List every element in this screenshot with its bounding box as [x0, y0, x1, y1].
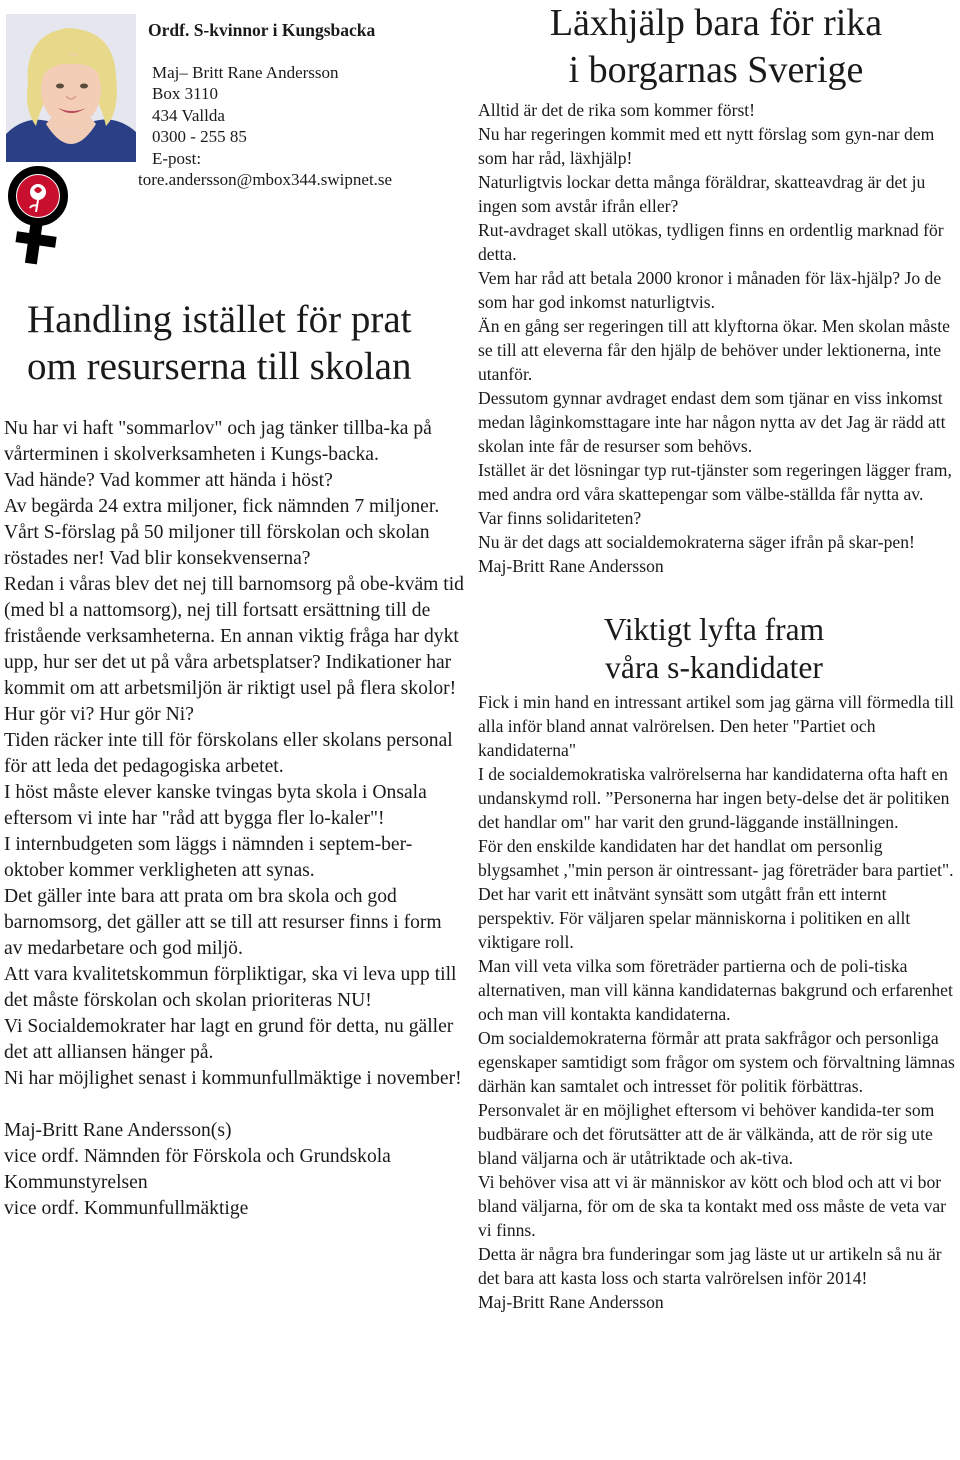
signature-line: Kommunstyrelsen	[4, 1172, 148, 1193]
paragraph: Vi behöver visa att vi är människor av kött och blod och att vi bor bland väljarna, för om de ska ta kontakt med oss måste de veta var vi finns.	[478, 1172, 947, 1240]
paragraph: I internbudgeten som läggs i nämnden i septem-ber-oktober kommer verkligheten att synas.	[4, 834, 413, 881]
right-article-1-title	[472, 0, 960, 94]
paragraph: I höst måste elever kanske tvingas byta skola i Onsala eftersom vi inte har "råd att bygga fler lo-kaler"!	[4, 782, 427, 829]
paragraph: Nu är det dags att socialdemokraterna säger ifrån på skar-pen!	[478, 532, 915, 552]
paragraph: Tiden räcker inte till för förskolans eller skolans personal för att leda det pedagogiska arbetet.	[4, 730, 453, 777]
paragraph: Rut-avdraget skall utökas, tydligen finns en ordentlig marknad för detta.	[478, 220, 944, 264]
contact-email: tore.andersson@mbox344.swipnet.se	[138, 170, 393, 189]
right-title-2-line-1: Viktigt lyfta fram	[603, 612, 825, 647]
paragraph: Av begärda 24 extra miljoner, fick nämnden 7 miljoner.	[4, 496, 440, 517]
paragraph: Att vara kvalitetskommun förpliktigar, ska vi leva upp till det måste förskolan och skolan prioriteras NU!	[4, 964, 457, 1011]
organization-title: Ordf. S-kvinnor i Kungsbacka	[148, 20, 376, 40]
paragraph: Redan i våras blev det nej till barnomsorg på obe-kväm tid (med bl a nattomsorg), nej till fortsatt ersättning till de fristående verksamheterna. En annan viktig fråga har dykt upp, hur ser det ut på våra arbetsplatser? Indikationer har kommit om att arbetsmiljön är riktigt usel på flera skolor! Hur gör vi? Hur gör Ni?	[4, 574, 464, 725]
paragraph: Man vill veta vilka som företräder partierna och de poli-tiska alternativen, man vill känna kandidaternas bakgrund och erfarenhet och man vill kontakta kandidaterna.	[478, 956, 953, 1024]
right-title-1-line-2: i borgarnas Sverige	[568, 49, 864, 91]
left-title-line-1: Handling istället för prat	[27, 298, 412, 341]
portrait-photo	[6, 14, 136, 162]
paragraph: Om socialdemokraterna förmår att prata sakfrågor och personliga egenskaper samtidigt som frågor om system och förvaltning lämnas därhän kan samtalet och intresset för politik förbättras.	[478, 1028, 955, 1096]
paragraph: Nu har regeringen kommit med ett nytt förslag som gyn-nar dem som har råd, läxhjälp!	[478, 124, 935, 168]
paragraph: Ni har möjlighet senast i kommunfullmäktige i november!	[4, 1068, 462, 1089]
signature-line: vice ordf. Nämnden för Förskola och Grundskola	[4, 1146, 391, 1167]
left-article-body	[4, 416, 464, 1222]
right-article-2-body	[478, 690, 960, 1314]
contact-phone: 0300 - 255 85	[152, 127, 247, 146]
paragraph: För den enskilde kandidaten har det handlat om personlig blygsamhet ,"min person är ointressant- jag företräder bara partiet".	[478, 836, 954, 880]
right-article-2-title	[468, 611, 960, 687]
paragraph: Alltid är det de rika som kommer först!	[478, 100, 756, 120]
paragraph: Detta är några bra funderingar som jag läste ut ur artikeln så nu är det bara att kasta loss och starta valrörelsen inför 2014!	[478, 1244, 942, 1288]
s-kvinnor-rose-logo	[4, 160, 74, 266]
signature-line: Maj-Britt Rane Andersson	[478, 1292, 664, 1312]
contact-name: Maj– Britt Rane Andersson	[152, 62, 339, 82]
paragraph: Fick i min hand en intressant artikel som jag gärna vill förmedla till alla inför bland annat valrörelsen. Den heter "Partiet och kandidaterna"	[478, 692, 954, 760]
signature-line: Maj-Britt Rane Andersson(s)	[4, 1120, 232, 1141]
paragraph: Var finns solidariteten?	[478, 508, 642, 528]
paragraph: Vad hände? Vad kommer att hända i höst?	[4, 470, 333, 491]
signature-line: vice ordf. Kommunfullmäktige	[4, 1198, 249, 1219]
contact-email-label: E-post:	[152, 148, 202, 168]
paragraph: Vårt S-förslag på 50 miljoner till förskolan och skolan röstades ner! Vad blir konsekvenserna?	[4, 522, 430, 569]
paragraph: Än en gång ser regeringen till att klyftorna ökar. Men skolan måste se till att eleverna får den hjälp de behöver under lektionerna, inte utanför.	[478, 316, 950, 384]
paragraph: Vem har råd att betala 2000 kronor i månaden för läx-hjälp? Jo de som har god inkomst naturligtvis.	[478, 268, 942, 312]
left-article-title	[27, 296, 467, 390]
paragraph: Dessutom gynnar avdraget endast dem som tjänar en viss inkomst medan låginkomsttagare inte har någon nytta av det Jag är rädd att skolan inte får de resurser som behövs.	[478, 388, 946, 456]
right-column	[478, 0, 960, 1314]
right-article-1-body	[478, 98, 960, 578]
paragraph: Nu har vi haft "sommarlov" och jag tänker tillba-ka på vårterminen i skolverksamheten i Kungs-backa.	[4, 418, 432, 465]
right-title-1-line-1: Läxhjälp bara för rika	[549, 2, 883, 44]
right-title-2-line-2: våra s-kandidater	[605, 650, 823, 685]
paragraph: Personvalet är en möjlighet eftersom vi behöver kandida-ter som budbärare och det förutsätter att de är välkända, att de rör sig ute bland väljarna och är utåtriktade och ak-tiva.	[478, 1100, 935, 1168]
spacer	[4, 1092, 464, 1118]
paragraph: I de socialdemokratiska valrörelserna har kandidaterna ofta haft en undanskymd roll. ”Personerna har ingen bety-delse det är politiken det handlar om" har varit den grund-läggande inställningen.	[478, 764, 950, 832]
paragraph: Vi Socialdemokrater har lagt en grund för detta, nu gäller det att alliansen hänger på.	[4, 1016, 454, 1063]
paragraph: Naturligtvis lockar detta många föräldrar, skatteavdrag är det ju ingen som avstår ifrån eller?	[478, 172, 926, 216]
contact-block	[138, 20, 458, 191]
contact-box: Box 3110	[152, 84, 218, 103]
contact-city: 434 Vallda	[152, 105, 225, 125]
paragraph: Det gäller inte bara att prata om bra skola och god barnomsorg, det gäller att se till att resurser finns i form av medarbetare och god miljö.	[4, 886, 442, 959]
paragraph: Istället är det lösningar typ rut-tjänster som regeringen lägger fram, med andra ord våra skattepengar som välbe-ställda får nytta av.	[478, 460, 952, 504]
left-title-line-2: om resurserna till skolan	[27, 345, 412, 388]
signature-line: Maj-Britt Rane Andersson	[478, 556, 664, 576]
paragraph: Det har varit ett inåtvänt synsätt som utgått från ett internt perspektiv. För väljaren spelar människorna i politiken en allt viktigare roll.	[478, 884, 911, 952]
